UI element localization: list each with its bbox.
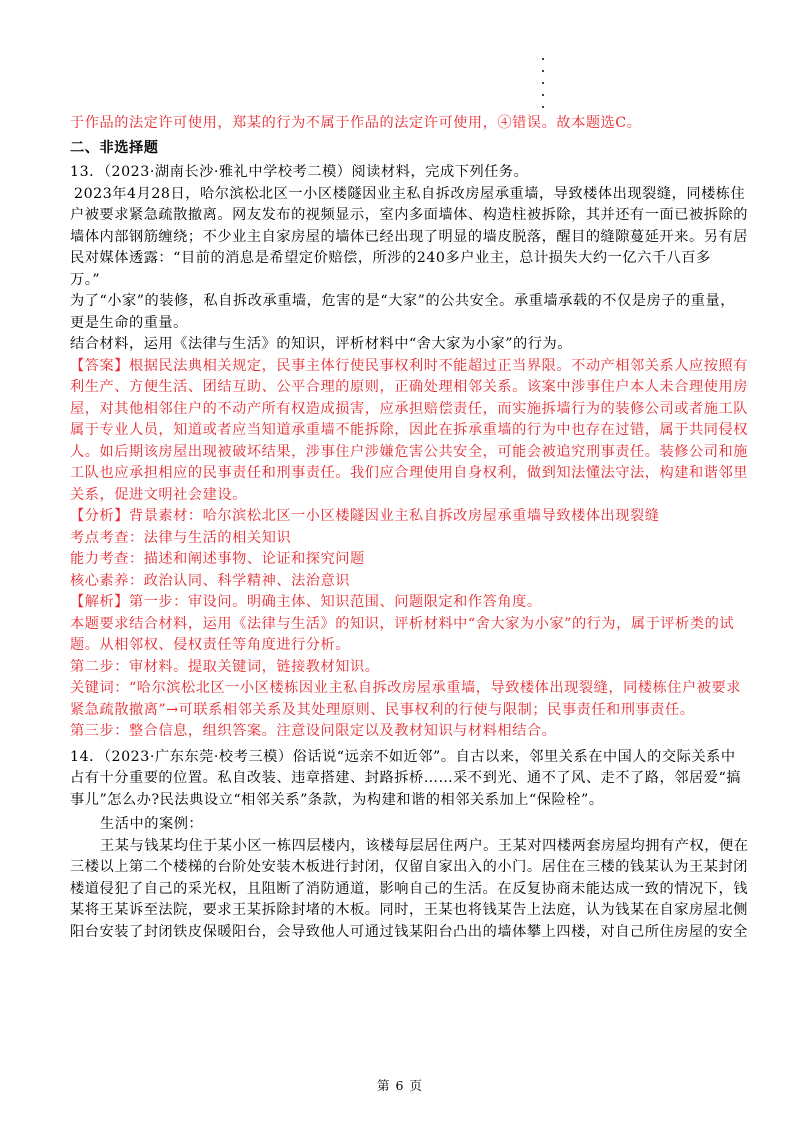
answer-line: 人。如后期该房屋出现被破坏结果，涉事住户涉嫌危害公共安全，可能会被追究刑事责任。装修公司和施 [70, 443, 748, 460]
question-13-literacy: 核心素养：政治认同、科学精神、法治意识 [70, 572, 351, 589]
question-13-title: 13．（2023·湖南长沙·雅礼中学校考二模）阅读材料，完成下列任务。 [70, 164, 529, 180]
explanation-line: 关键词：“哈尔滨松北区一小区楼栋因业主私自拆改房屋承重墙，导致楼体出现裂缝，同楼栋住户被要求 [70, 680, 741, 696]
material-line: 2023年4月28日，哈尔滨松北区一小区楼隧因业主私自拆改房屋承重墙，导致楼体出现裂缝，同楼栋住 [74, 185, 746, 202]
answer-line: 利生产、方便生活、团结互助、公平合理的原则，正确处理相邻关系。该案中涉事住户本人未合理使用房 [70, 379, 748, 395]
question-13-exam-point: 考点考查：法律与生活的相关知识 [70, 529, 292, 546]
question-13-analysis: 【分析】背景素材：哈尔滨松北区一小区楼隧因业主私自拆改房屋承重墙导致楼体出现裂缝 [70, 508, 660, 524]
explanation-line: 题。从相邻权、侵权责任等角度进行分析。 [70, 637, 351, 653]
question-13-ability: 能力考查：描述和阐述事物、论证和探究问题 [70, 551, 365, 567]
explanation-line: 【解析】第一步：审设问。明确主体、知识范围、问题限定和作答角度。 [70, 594, 542, 610]
decorative-dots [540, 58, 548, 118]
question-13-explanation [70, 592, 741, 743]
case-line: 三楼以上第二个楼梯的台阶处安装木板进行封闭，仅留自家出入的小门。居住在三楼的钱某认为王某封闭 [70, 859, 748, 875]
explanation-line: 第三步：整合信息，组织答案。注意设问限定以及教材知识与材料相结合。 [70, 723, 557, 739]
material-line: 户被要求紧急疏散撤离。网友发布的视频显示，室内多面墙体、构造柱被拆除，其并还有一面已被拆除的 [70, 207, 748, 223]
question-14-title [70, 747, 741, 812]
case-line: 王某与钱某均住于某小区一栋四层楼内，该楼每层居住两户。王某对四楼两套房屋均拥有产权，便在 [100, 837, 749, 854]
answer-line: 关系，促进文明社会建设。 [70, 486, 247, 503]
previous-answer-tail: 于作品的法定许可使用，郑某的行为不属于作品的法定许可使用，④错误。故本题选C。 [70, 115, 642, 131]
page-number: 第 6 页 [377, 1078, 423, 1093]
question-14-title-line: 事儿”怎么办?民法典设立“相邻关系”条款，为构建和谐的相邻关系加上“保险栓”。 [70, 791, 604, 808]
answer-line: 工队也应承担相应的民事责任和刑事责任。我们应合理使用自身权利，做到知法懂法守法，构建和谐邻里 [70, 465, 748, 481]
question-14-title-line: 14．（2023·广东东莞·校考三模）俗话说“远亲不如近邻”。自古以来，邻里关系在中国人的交际关系中 [70, 748, 736, 765]
question-14-title-line: 占有十分重要的位置。私自改装、违章搭建、封路拆桥……采不到光、通不了风、走不了路，邻居爱“搞 [70, 770, 741, 786]
answer-line: 【答案】根据民法典相关规定，民事主体行使民事权利时不能超过正当界限。不动产相邻关系人应按照有 [70, 357, 748, 374]
explanation-line: 紧急疏散撤离”→可联系相邻关系及其处理原则、民事权利的行使与限制；民事责任和刑事责任。 [70, 701, 695, 718]
case-line: 阳台安装了封闭铁皮保暖阳台，会导致他人可通过钱某阳台凸出的墙体攀上四楼，对自己所住房屋的安全 [70, 923, 748, 940]
material-line: 墙体内部钢筋缠绕；不少业主自家房屋的墙体已经出现了明显的墙皮脱落，醒目的缝隙蔓延开来。另有居 [70, 228, 748, 245]
explanation-line: 本题要求结合材料，运用《法律与生活》的知识，评析材料中“舍大家为小家”的行为，属于评析类的试 [70, 615, 735, 632]
section-heading: 二、非选择题 [70, 139, 159, 156]
material-line: 为了“小家”的装修，私自拆改承重墙，危害的是“大家”的公共安全。承重墙承载的不仅是房子的重量， [70, 293, 735, 309]
explanation-line: 第二步：审材料。提取关键词，链接教材知识。 [70, 658, 380, 675]
page-content [70, 113, 749, 943]
answer-line: 属于专业人员，知道或者应当知道承重墙不能拆除，因此在拆承重墙的行为中也存在过错，属于共同侵权 [70, 422, 748, 438]
material-line: 更是生命的重量。 [70, 314, 188, 331]
question-13-task: 结合材料，运用《法律与生活》的知识，评析材料中“舍大家为小家”的行为。 [70, 336, 572, 352]
answer-line: 屋，对其他相邻住户的不动产所有权造成损害，应承担赔偿责任，而实施拆墙行为的装修公司或者施工队 [70, 400, 748, 417]
case-line: 楼道侵犯了自己的采光权，且阻断了消防通道，影响自己的生活。在反复协商未能达成一致的情况下，钱 [70, 880, 748, 897]
material-line: 万。” [70, 271, 101, 288]
material-line: 民对媒体透露：“目前的消息是希望定价赔偿，所涉的240多户业主，总计损失大约一亿六千八百多 [70, 250, 711, 266]
question-14-case [70, 836, 749, 944]
question-13-material [70, 184, 748, 335]
case-label: 生活中的案例： [100, 816, 204, 832]
question-13-answer [70, 356, 748, 507]
case-line: 某将王某诉至法院，要求王某拆除封堵的木板。同时，王某也将钱某告上法庭，认为钱某在自家房屋北侧 [70, 902, 748, 918]
